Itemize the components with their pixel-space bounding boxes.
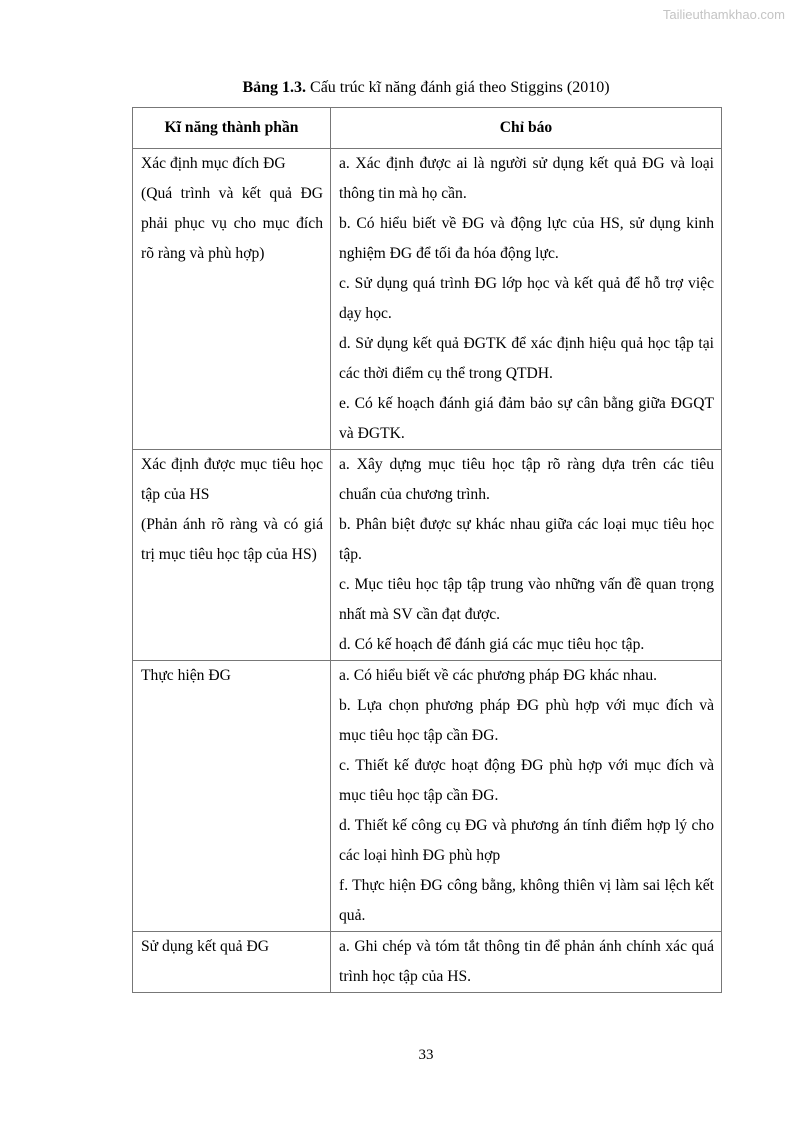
- indicator-item: d. Có kế hoạch để đánh giá các mục tiêu học tập.: [339, 636, 645, 653]
- header-skill: Kĩ năng thành phần: [133, 108, 331, 149]
- table-row: [133, 450, 722, 661]
- skill-note: (Quá trình và kết quả ĐG phải phục vụ cho mục đích rõ ràng và phù hợp): [141, 185, 323, 262]
- skill-cell: [133, 149, 331, 450]
- table-header-row: [133, 108, 722, 149]
- indicator-item: a. Ghi chép và tóm tắt thông tin để phản ánh chính xác quá trình học tập của HS.: [339, 938, 714, 985]
- skill-text: Thực hiện ĐG: [141, 667, 231, 684]
- skill-text: Xác định được mục tiêu học tập của HS: [141, 456, 323, 503]
- indicator-cell: [331, 661, 722, 932]
- indicator-item: b. Lựa chọn phương pháp ĐG phù hợp với mục đích và mục tiêu học tập cần ĐG.: [339, 697, 714, 744]
- skill-cell: [133, 450, 331, 661]
- skills-table: [132, 107, 722, 993]
- indicator-item: e. Có kế hoạch đánh giá đảm bảo sự cân bằng giữa ĐGQT và ĐGTK.: [339, 395, 714, 442]
- indicator-item: a. Có hiểu biết về các phương pháp ĐG khác nhau.: [339, 667, 658, 684]
- indicator-item: c. Mục tiêu học tập tập trung vào những vấn đề quan trọng nhất mà SV cần đạt được.: [339, 576, 714, 623]
- indicator-item: d. Sử dụng kết quả ĐGTK để xác định hiệu quả học tập tại các thời điểm cụ thể trong QTDH.: [339, 335, 714, 382]
- table-row: [133, 661, 722, 932]
- table-row: [133, 932, 722, 993]
- indicator-item: c. Sử dụng quá trình ĐG lớp học và kết quả để hỗ trợ việc dạy học.: [339, 275, 714, 322]
- caption-label: Bảng 1.3.: [242, 79, 307, 96]
- indicator-item: a. Xây dựng mục tiêu học tập rõ ràng dựa trên các tiêu chuẩn của chương trình.: [339, 456, 714, 503]
- indicator-item: a. Xác định được ai là người sử dụng kết quả ĐG và loại thông tin mà họ cần.: [339, 155, 714, 202]
- table-caption: [0, 77, 794, 99]
- indicator-item: b. Phân biệt được sự khác nhau giữa các loại mục tiêu học tập.: [339, 516, 714, 563]
- watermark: Tailieuthamkhao.com: [662, 7, 785, 22]
- indicator-item: c. Thiết kế được hoạt động ĐG phù hợp với mục đích và mục tiêu học tập cần ĐG.: [339, 757, 714, 804]
- skill-cell: [133, 661, 331, 932]
- indicator-cell: [331, 450, 722, 661]
- indicator-item: f. Thực hiện ĐG công bằng, không thiên vị làm sai lệch kết quả.: [339, 877, 714, 924]
- indicator-item: b. Có hiểu biết về ĐG và động lực của HS, sử dụng kinh nghiệm ĐG để tối đa hóa động lực.: [339, 215, 714, 262]
- caption-title: Cấu trúc kĩ năng đánh giá theo Stiggins (2010): [306, 79, 610, 96]
- skill-note: (Phản ánh rõ ràng và có giá trị mục tiêu học tập của HS): [141, 516, 323, 563]
- table-row: [133, 149, 722, 450]
- skill-text: Sử dụng kết quả ĐG: [141, 938, 269, 955]
- indicator-item: d. Thiết kế công cụ ĐG và phương án tính điểm hợp lý cho các loại hình ĐG phù hợp: [339, 817, 714, 864]
- indicator-cell: [331, 149, 722, 450]
- indicator-cell: [331, 932, 722, 993]
- header-indicator: Chỉ báo: [331, 108, 722, 149]
- page-number: 33: [418, 1047, 434, 1063]
- skill-text: Xác định mục đích ĐG: [141, 155, 286, 172]
- skill-cell: [133, 932, 331, 993]
